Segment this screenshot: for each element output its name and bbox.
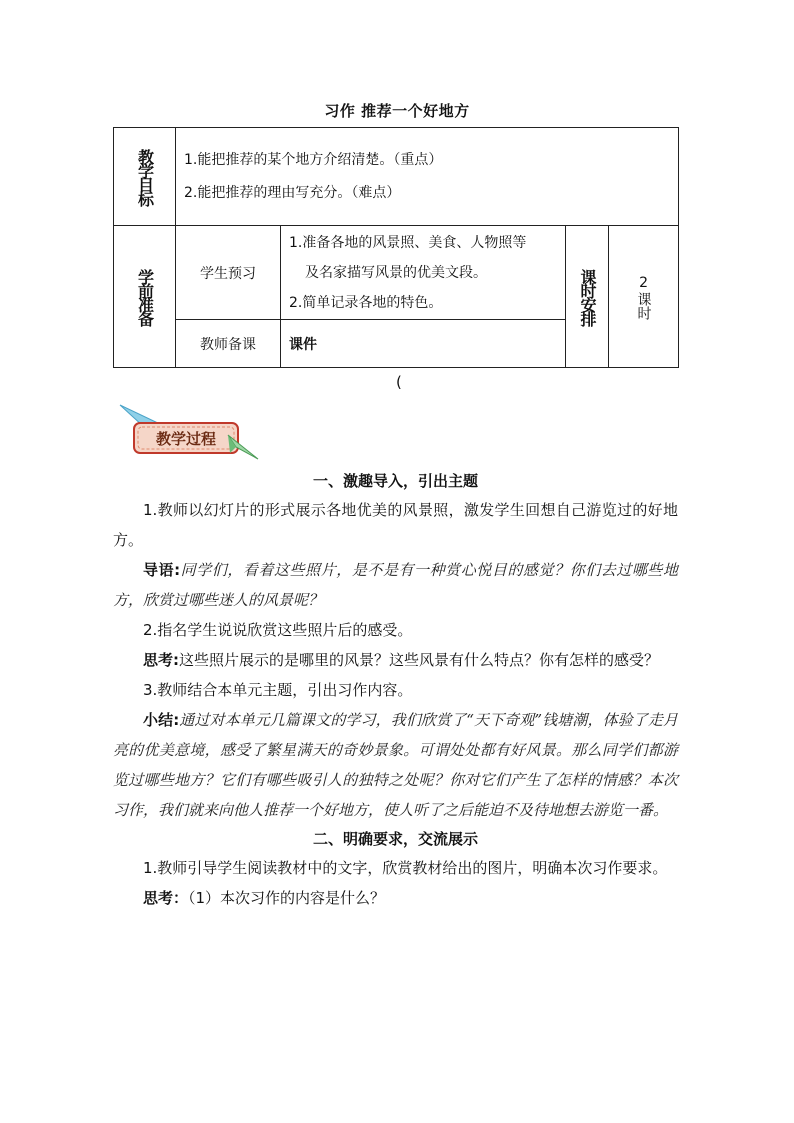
hours-unit: 课时	[635, 291, 652, 320]
page-title: 习作 推荐一个好地方	[324, 102, 470, 120]
paragraph-text: 1.教师引导学生阅读教材中的文字，欣赏教材给出的图片，明确本次习作要求。	[143, 859, 668, 877]
paragraph-text: 3.教师结合本单元主题，引出习作内容。	[143, 681, 413, 699]
schedule-label-cell	[566, 226, 609, 368]
objective-item: 1.能把推荐的某个地方介绍清楚。（重点）	[184, 151, 443, 168]
paragraph-label: 思考：	[143, 889, 189, 907]
paragraph-text: 1.教师以幻灯片的形式展示各地优美的风景照，激发学生回想自己游览过的好地方。	[113, 501, 678, 549]
paragraph-text: 这些照片展示的是哪里的风景？这些风景有什么特点？你有怎样的感受？	[179, 651, 660, 669]
schedule-label: 课时安排	[578, 268, 597, 325]
paragraph	[113, 555, 678, 615]
teacher-prep-label: 教师备课	[176, 320, 281, 368]
paragraph-label: 导语:	[143, 561, 181, 579]
paragraph	[113, 675, 678, 705]
student-prep-line: 2.简单记录各地的特色。	[289, 294, 443, 311]
student-prep-line: 1.准备各地的风景照、美食、人物照等	[289, 234, 527, 251]
student-prep-row	[114, 226, 679, 320]
paragraph	[113, 615, 678, 645]
paragraph-label: 小结:	[143, 711, 180, 729]
objectives-cell	[176, 128, 679, 226]
paragraph-text: 2.指名学生说说欣赏这些照片后的感受。	[143, 621, 413, 639]
section-heading: 一、激趣导入，引出主题	[312, 472, 478, 490]
paragraph-label: 思考:	[143, 651, 179, 669]
teacher-prep-value: 课件	[281, 320, 566, 368]
paragraph	[113, 853, 678, 883]
paragraph-text: 通过对本单元几篇课文的学习，我们欣赏了“天下奇观”钱塘潮，体验了走月亮的优美意境，感受了繁星满天的奇妙景象。可谓处处都有好风景。那么同学们都游览过哪些地方？它们有哪些吸引人的独特之处呢？你对它们产生了怎样的情感？本次习作，我们就来向他人推荐一个好地方，使人听了之后能迫不及待地想去游览一番。	[113, 711, 678, 819]
prep-label-cell	[114, 226, 176, 368]
paragraph	[113, 645, 678, 675]
prep-label: 学前准备	[135, 268, 155, 325]
objectives-label-cell	[114, 128, 176, 226]
teaching-process-content	[113, 467, 678, 913]
lesson-plan-table	[113, 127, 679, 368]
hours-number: 2	[639, 274, 648, 291]
paragraph	[113, 883, 678, 913]
section-heading: 二、明确要求，交流展示	[312, 830, 478, 848]
student-prep-cell	[281, 226, 566, 320]
student-prep-line: 及名家描写风景的优美文段。	[305, 264, 487, 281]
paragraph-text: （1）本次习作的内容是什么？	[188, 889, 386, 907]
teaching-process-badge	[118, 403, 260, 463]
badge-text: 教学过程	[155, 430, 217, 448]
objective-item: 2.能把推荐的理由写充分。（难点）	[184, 184, 401, 201]
paragraph-text: 同学们，看着这些照片，是不是有一种赏心悦目的感觉？你们去过哪些地方，欣赏过哪些迷人的风景呢？	[113, 561, 678, 609]
objectives-label: 教学目标	[135, 148, 155, 205]
paragraph	[113, 705, 678, 825]
paragraph	[113, 495, 678, 555]
hours-cell	[609, 226, 679, 368]
student-prep-label: 学生预习	[176, 226, 281, 320]
paper-plane-badge-icon	[118, 403, 260, 463]
stray-parenthesis: (	[396, 373, 402, 391]
objectives-row	[114, 128, 679, 226]
